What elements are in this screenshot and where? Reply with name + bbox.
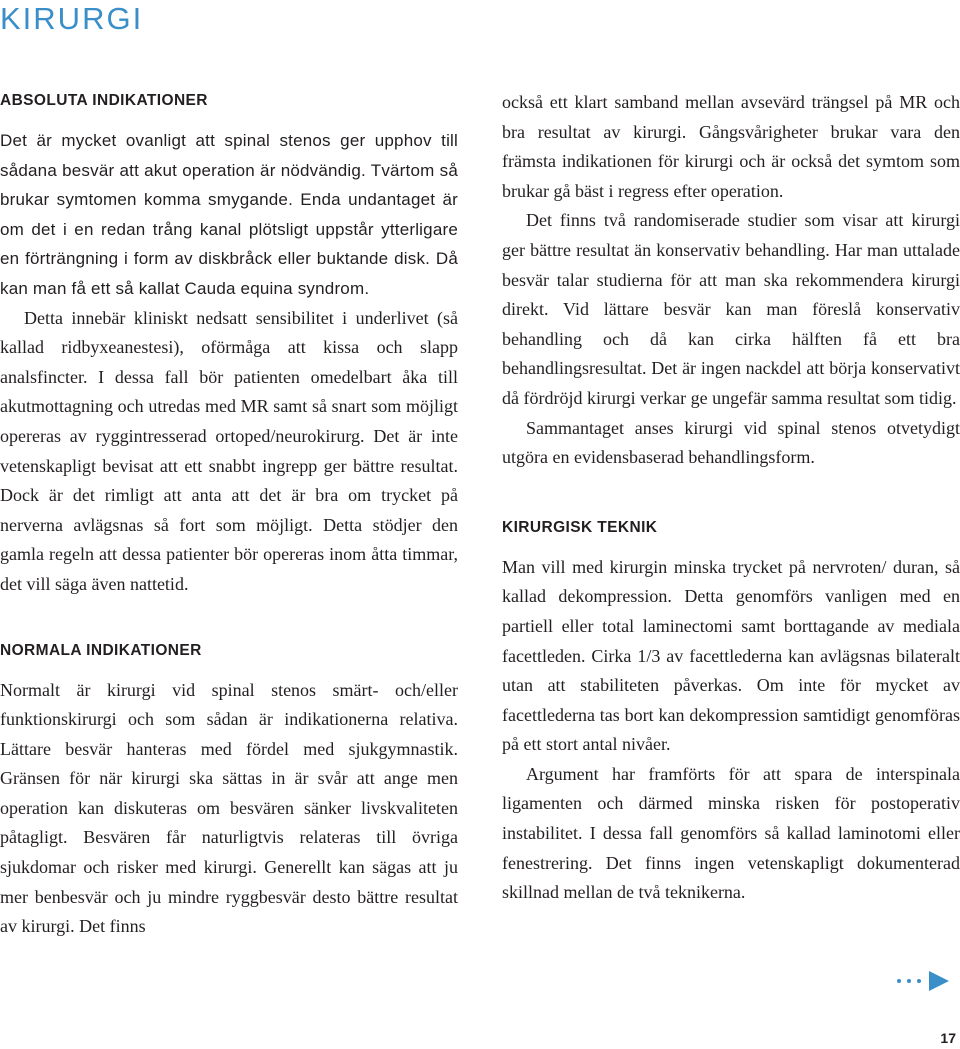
dot-icon bbox=[907, 979, 911, 983]
section-heading-normala: NORMALA INDIKATIONER bbox=[0, 641, 202, 659]
paragraph-teknik-2: Argument har framförts för att spara de interspinala ligamenten och därmed minska risken för postoperativ instabilitet. I dessa fall genomförs så kallad laminotomi eller fenestrering. Det finns ingen vetenskapligt dokumenterad skillnad mellan de två teknikerna. bbox=[502, 763, 960, 903]
section-heading-absoluta: ABSOLUTA INDIKATIONER bbox=[0, 92, 208, 109]
paragraph-studies: Det finns två randomiserade studier som visar att kirurgi ger bättre resultat än konservativ behandling. Har man uttalade besvär talar studierna för att man ska rekommendera kirurgi direkt. Vid lättare besvär kan man föreslå konservativ behandling och då kan cirka hälften få ett bra behandlingsresultat. Det är ingen nackdel att börja konservativt då fördröjd kirurgi verkar ge ungefär samma resultat som tidig. bbox=[502, 210, 960, 408]
dot-icon bbox=[917, 979, 921, 983]
paragraph-teknik-1: Man vill med kirurgin minska trycket på nervroten/ duran, så kallad dekompression. Detta genomförs vanligen med en partiell eller total laminectomi samt borttagande av mediala facettleden. Cirka 1/3 av facettlederna kan avlägsnas bilateralt utan att stabiliteten påverkas. Om inte för mycket av facettlederna tas bort kan dekompression samtidigt genomföras på ett stort antal nivåer. bbox=[502, 556, 960, 755]
paragraph-normala-1: Normalt är kirurgi vid spinal stenos smärt- och/eller funktionskirurgi och som sådan är indikationerna relativa. Lättare besvär hanteras med fördel med sjukgymnastik. Gränsen för när kirurgi ska sättas in är svår att ange men operation kan diskuteras om besvären sänker livskvaliteten påtagligt. Besvären får naturligtvis relateras till övriga sjukdomar och risker med kirurgi. Generellt kan sägas att ju mer benbesvär och ju mindre ryggbesvär desto bättre resultat av kirurgi. Det finns bbox=[0, 679, 458, 937]
right-column bbox=[502, 88, 960, 908]
dot-icon bbox=[897, 979, 901, 983]
arrow-right-icon bbox=[929, 971, 949, 991]
paragraph-absoluta-1: Det är mycket ovanligt att spinal stenos ger upphov till sådana besvär att akut operation är nödvändig. Tvärtom så brukar symtomen komma smygande. Enda undantaget är om det i en redan trång kanal plötsligt uppstår ytterligare en förträngning i form av diskbråck eller buktande disk. Då kan man få ett så kallat Cauda equina syndrom. bbox=[0, 131, 458, 298]
page-number: 17 bbox=[940, 1030, 956, 1046]
page-title: KIRURGI bbox=[0, 1, 144, 36]
paragraph-continued: också ett klart samband mellan avsevärd trängsel på MR och bra resultat av kirurgi. Gångsvårigheter brukar vara den främsta indikationen för kirurgi och är också det symtom som brukar gå bäst i regress efter operation. bbox=[502, 92, 960, 201]
paragraph-absoluta-2: Detta innebär kliniskt nedsatt sensibilitet i underlivet (så kallad ridbyxeanestesi), oförmåga att kissa och slapp analsfincter. I dessa fall bör patienten omedelbart åka till akutmottagning och utredas med MR samt så snart som möjligt opereras av ryggintresserad ortoped/neurokirurg. Det är inte vetenskapligt bevisat att ett snabbt ingrepp ger bättre resultat. Dock är det rimligt att anta att det är bra om trycket på nerverna avlägsnas så fort som möjligt. Detta stödjer den gamla regeln att dessa patienter bör opereras inom åtta timmar, det vill säga även nattetid. bbox=[0, 307, 458, 594]
left-column bbox=[0, 88, 458, 942]
paragraph-summary: Sammantaget anses kirurgi vid spinal stenos otvetydigt utgöra en evidensbaserad behandlingsform. bbox=[502, 417, 960, 468]
continue-arrow-icon bbox=[897, 966, 959, 996]
section-heading-teknik: KIRURGISK TEKNIK bbox=[502, 518, 658, 536]
